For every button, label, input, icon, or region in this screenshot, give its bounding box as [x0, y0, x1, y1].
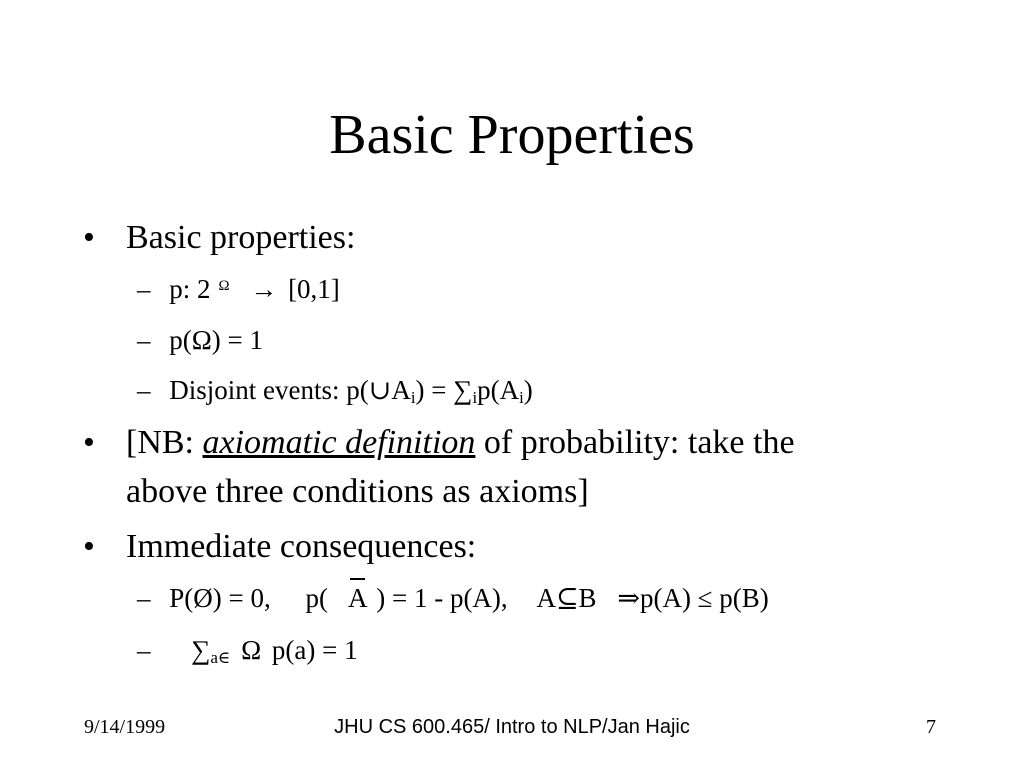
sub-text: p(a) = 1: [271, 635, 358, 665]
sub-text-monotone: p(A) ≤ p(B): [639, 583, 769, 613]
omega-superscript: Ω: [218, 277, 230, 294]
sub-text-range: [0,1]: [288, 274, 340, 304]
bullet-marker: •: [83, 528, 95, 565]
slide-title: Basic Properties: [329, 104, 695, 166]
complement-a: A: [348, 580, 368, 616]
sub-item-disjoint: [137, 372, 533, 408]
bullet-marker: •: [83, 219, 95, 256]
sub-text-complement: ) = 1 - p(A),: [376, 583, 508, 613]
sub-item-consequences: [137, 580, 769, 616]
sub-item-mapping: [137, 271, 340, 307]
dash-marker: –: [137, 375, 151, 405]
sub-text-p: p: 2: [169, 274, 211, 304]
footer-course: JHU CS 600.465/ Intro to NLP/Jan Hajic: [334, 716, 690, 738]
implies-icon: ⇒: [617, 583, 640, 613]
bullet-marker: •: [83, 424, 95, 461]
footer-date: 9/14/1999: [84, 716, 166, 738]
bullet-nb: [83, 419, 795, 467]
bullet-immediate-consequences: [83, 523, 476, 571]
dash-marker: –: [137, 274, 151, 304]
sub-text: p(Ω) = 1: [169, 325, 264, 355]
omega-symbol: Ω: [241, 635, 262, 665]
bullet-text: [NB: axiomatic definition of probability: take the: [126, 424, 795, 461]
sum-symbol: ∑: [191, 635, 211, 665]
bullet-text: Basic properties:: [126, 219, 356, 256]
sub-text-subset: A⊆B: [536, 583, 597, 613]
sub-text-empty: P(Ø) = 0,: [169, 583, 271, 613]
dash-marker: –: [137, 325, 151, 355]
sub-text-p-open: p(: [305, 583, 328, 613]
sub-item-omega: [137, 322, 263, 358]
sum-index: a∈: [210, 648, 231, 668]
sub-text: Disjoint events: $p(\cup A_i) = \sum_ip(A_i)$: [169, 375, 533, 408]
arrow-icon: →: [250, 274, 278, 304]
dash-marker: –: [137, 583, 151, 613]
axiomatic-definition-term: axiomatic definition: [202, 424, 476, 461]
dash-marker: –: [137, 635, 151, 665]
bullet-basic-properties: [83, 214, 355, 262]
bullet-text: Immediate consequences:: [126, 528, 477, 565]
footer-page-number: 7: [926, 716, 936, 738]
bullet-nb-line2: above three conditions as axioms]: [126, 473, 589, 510]
sub-item-sum: [137, 632, 358, 668]
